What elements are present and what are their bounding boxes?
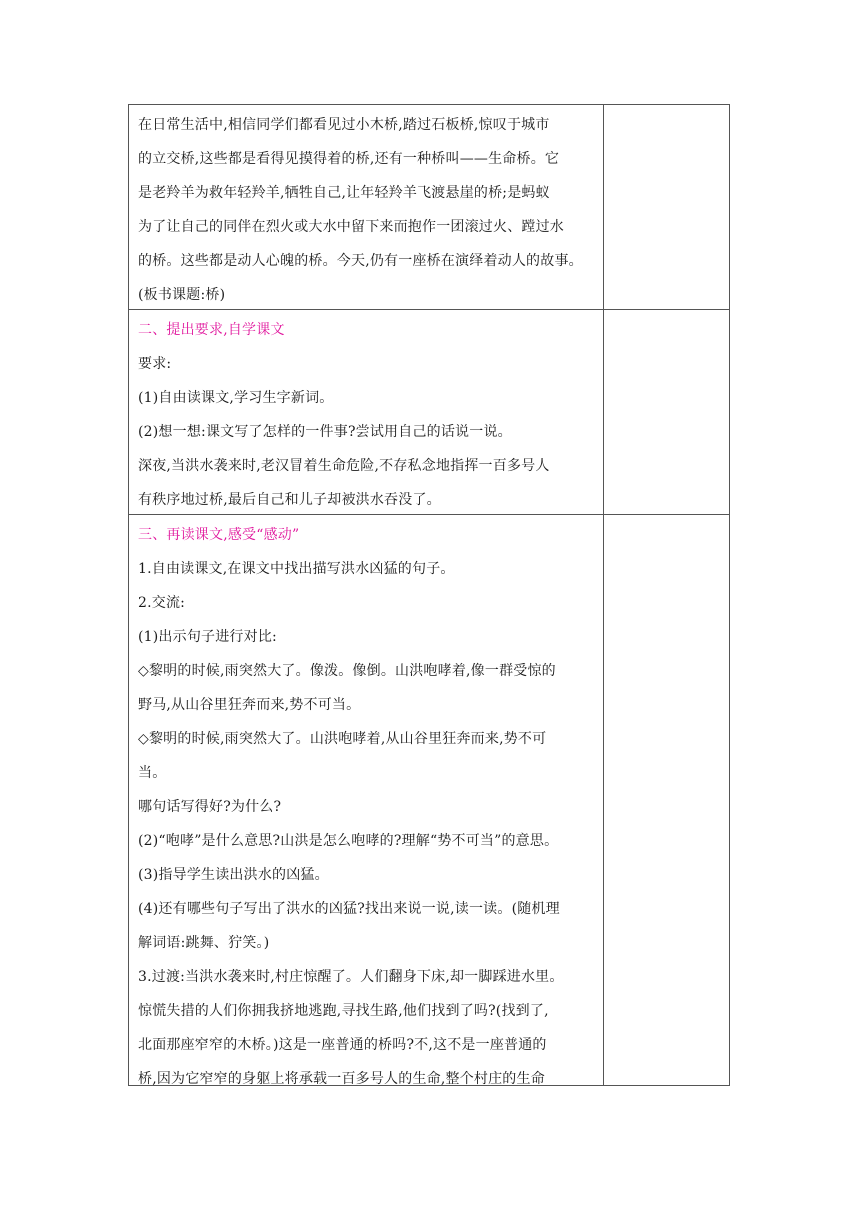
text-line: 的桥。这些都是动人心魄的桥。今天,仍有一座桥在演绎着动人的故事。 [138, 253, 583, 269]
section-heading: 二、提出要求,自学课文 [138, 322, 285, 338]
table-row [129, 310, 729, 515]
text-line: 在日常生活中,相信同学们都看见过小木桥,踏过石板桥,惊叹于城市 [138, 117, 550, 133]
content-cell [129, 310, 604, 514]
notes-cell [604, 105, 729, 309]
text-line: (1)出示句子进行对比: [138, 629, 277, 645]
section-heading: 三、再读课文,感受“感动” [138, 527, 300, 543]
text-line: 深夜,当洪水袭来时,老汉冒着生命危险,不存私念地指挥一百多号人 [138, 458, 550, 474]
text-line: 当。 [138, 765, 167, 781]
text-line: 2.交流: [138, 595, 186, 611]
text-line: 惊慌失措的人们你拥我挤地逃跑,寻找生路,他们找到了吗?(找到了, [138, 1003, 549, 1019]
table-row [129, 515, 729, 1085]
text-line: (2)“咆哮”是什么意思?山洪是怎么咆哮的?理解“势不可当”的意思。 [138, 833, 559, 849]
text-line: 解词语:跳舞、狞笑。) [138, 935, 270, 951]
text-line: 1.自由读课文,在课文中找出描写洪水凶猛的句子。 [138, 561, 455, 577]
text-line: (4)还有哪些句子写出了洪水的凶猛?找出来说一说,读一读。(随机理 [138, 901, 560, 917]
text-line: 为了让自己的同伴在烈火或大水中留下来而抱作一团滚过火、蹚过水 [138, 219, 564, 235]
content-cell [129, 105, 604, 309]
text-line: 要求: [138, 356, 172, 372]
text-line: ◇黎明的时候,雨突然大了。像泼。像倒。山洪咆哮着,像一群受惊的 [138, 663, 556, 679]
notes-cell [604, 310, 729, 514]
text-line: 北面那座窄窄的木桥。)这是一座普通的桥吗?不,这不是一座普通的 [138, 1037, 547, 1053]
text-line: 桥,因为它窄窄的身躯上将承载一百多号人的生命,整个村庄的生命 [138, 1071, 545, 1087]
text-line: 3.过渡:当洪水袭来时,村庄惊醒了。人们翻身下床,却一脚踩进水里。 [138, 969, 564, 985]
text-line: (3)指导学生读出洪水的凶猛。 [138, 867, 329, 883]
text-line: 有秩序地过桥,最后自己和儿子却被洪水吞没了。 [138, 492, 441, 508]
notes-cell [604, 515, 729, 1085]
text-line: (1)自由读课文,学习生字新词。 [138, 390, 334, 406]
text-line: 哪句话写得好?为什么? [138, 799, 282, 815]
table-row [129, 105, 729, 310]
text-line: 野马,从山谷里狂奔而来,势不可当。 [138, 697, 361, 713]
text-line: (板书课题:桥) [138, 287, 226, 303]
content-cell [129, 515, 604, 1085]
text-line: 的立交桥,这些都是看得见摸得着的桥,还有一种桥叫——生命桥。它 [138, 151, 560, 167]
lesson-plan-table [128, 104, 730, 1086]
text-line: ◇黎明的时候,雨突然大了。山洪咆哮着,从山谷里狂奔而来,势不可 [138, 731, 547, 747]
text-line: (2)想一想:课文写了怎样的一件事?尝试用自己的话说一说。 [138, 424, 512, 440]
text-line: 是老羚羊为救年轻羚羊,牺牲自己,让年轻羚羊飞渡悬崖的桥;是蚂蚁 [138, 185, 550, 201]
